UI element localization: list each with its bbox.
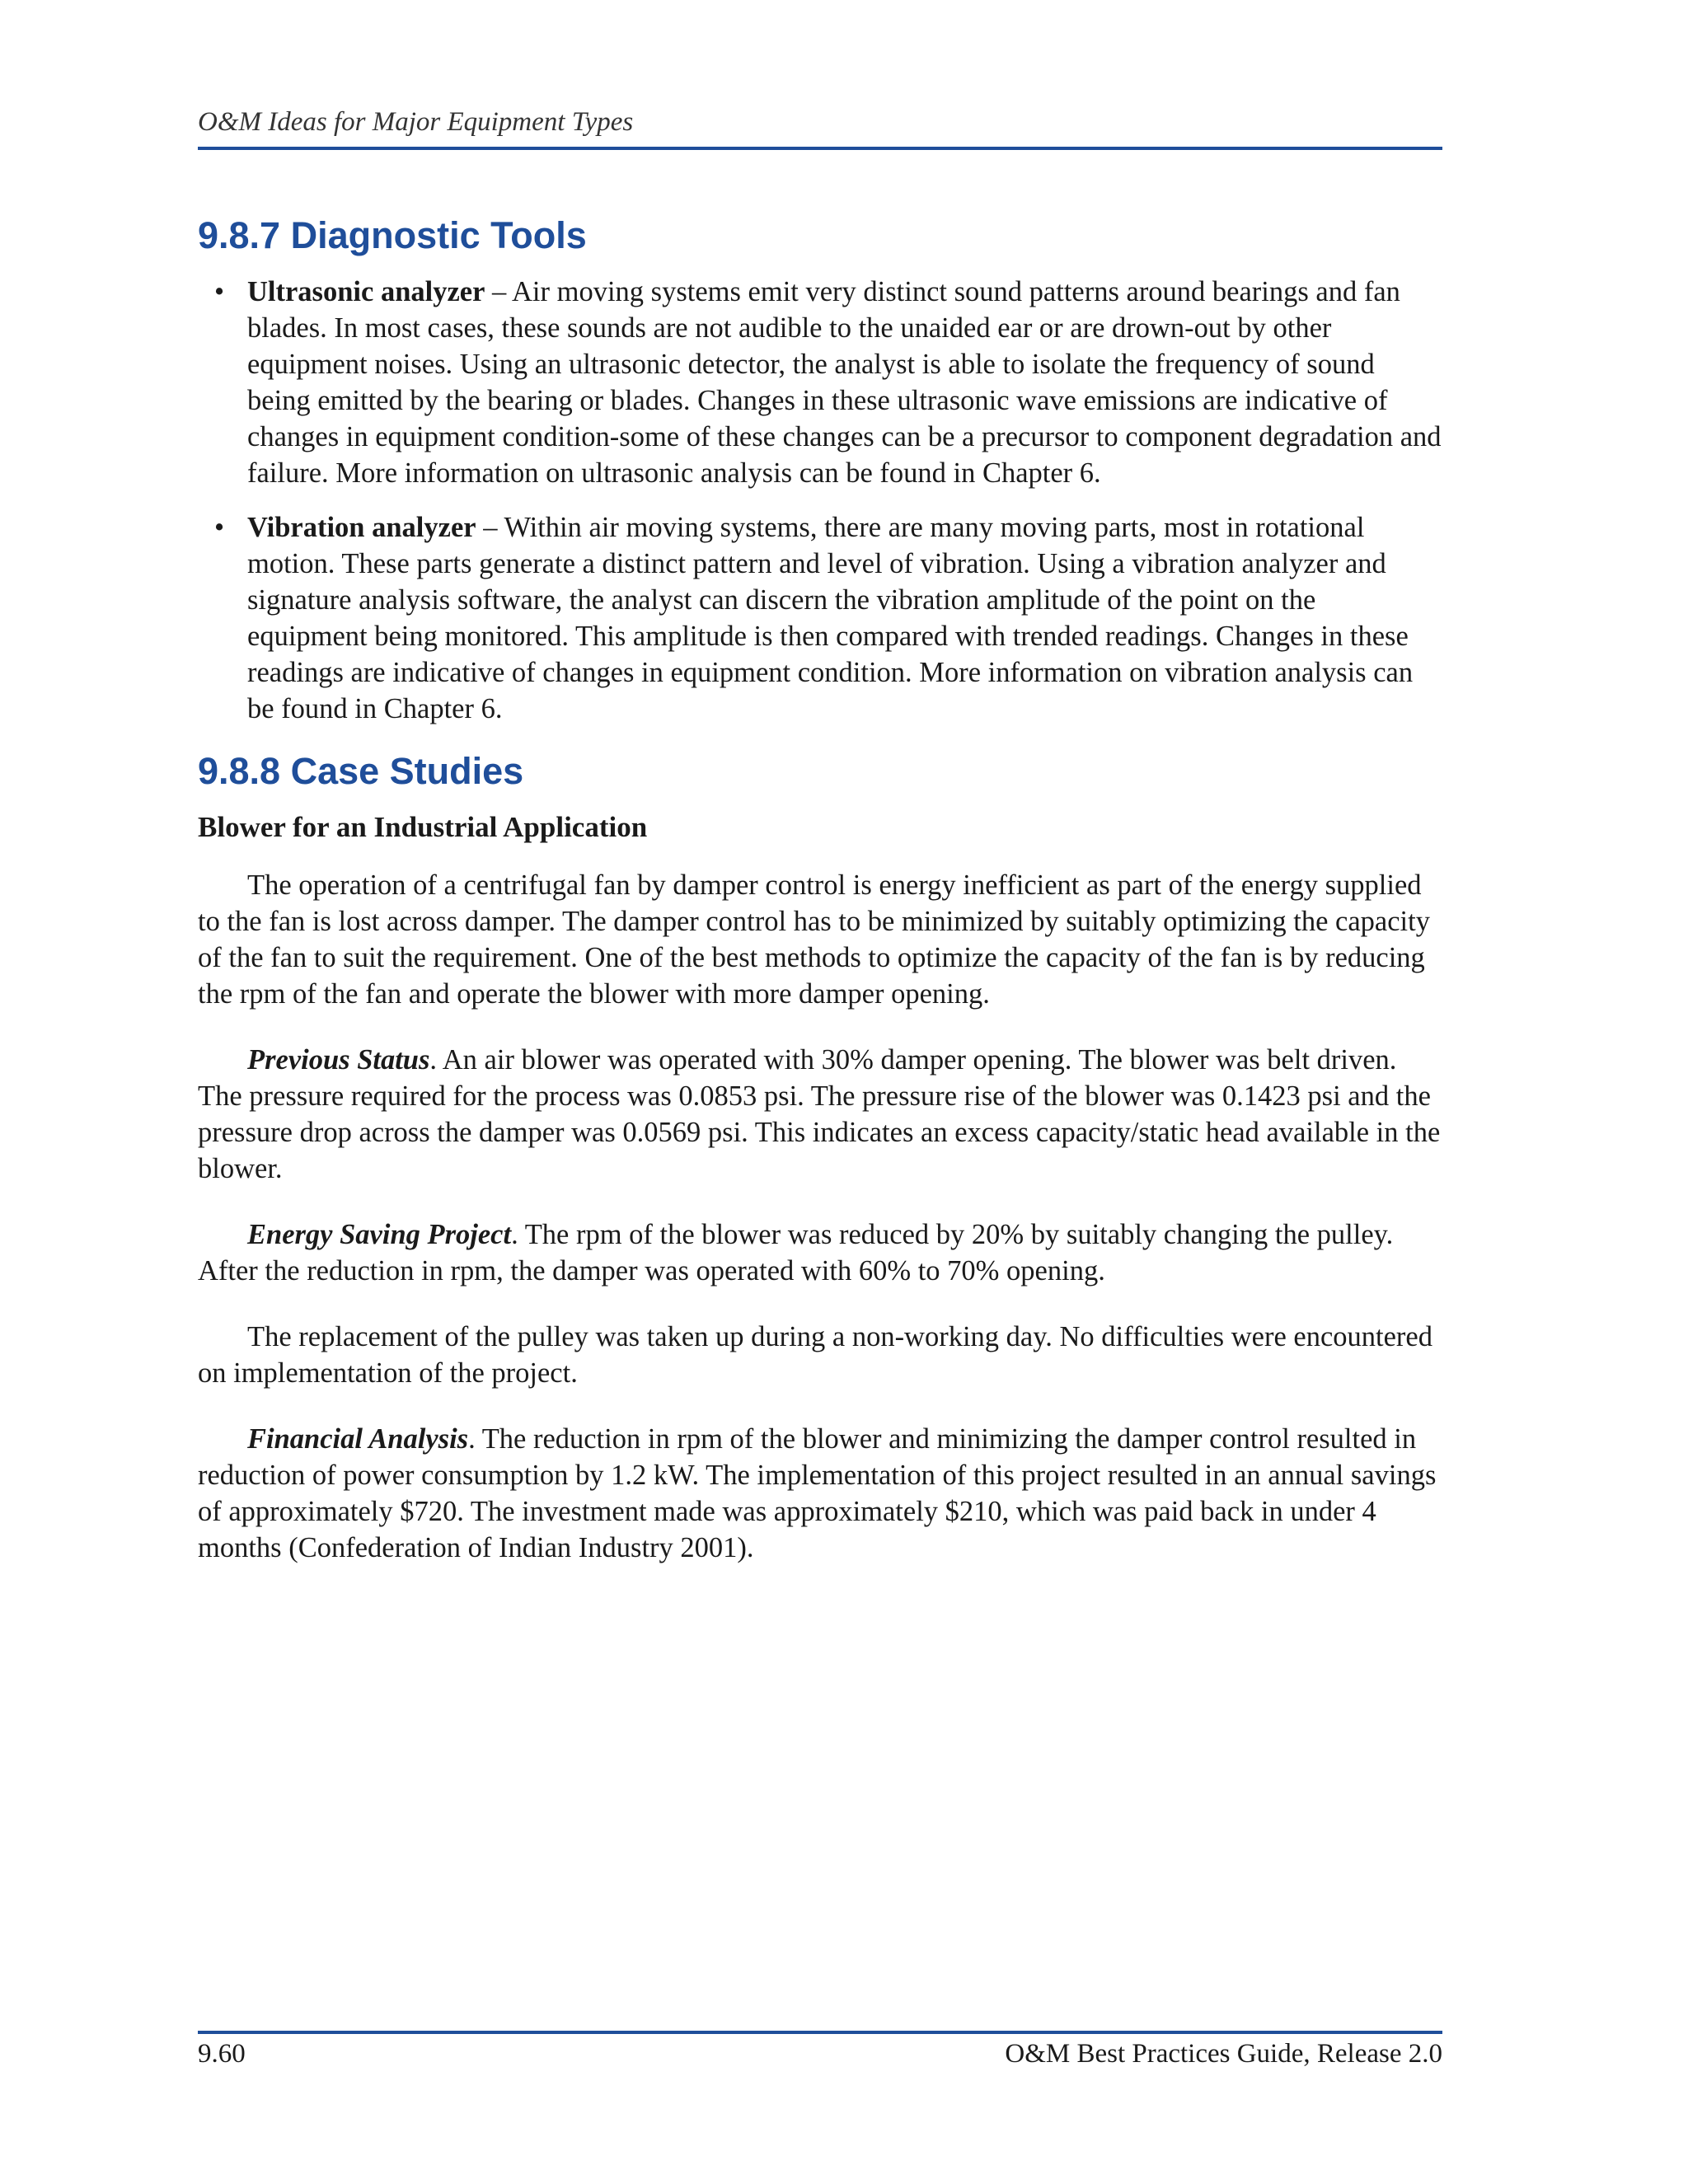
page [198, 0, 1442, 2184]
header-rule [198, 147, 1442, 150]
energy-saving-paragraph [198, 1216, 1442, 1289]
financial-analysis-paragraph [198, 1421, 1442, 1566]
energy-saving-text: . The rpm of the blower was reduced by 20% by suitably changing the pulley. After the reduction in rpm, the damper was operated with 60% to 70% opening. [198, 1219, 1394, 1286]
bullet-icon: • [214, 512, 225, 543]
footer-rule [198, 2031, 1442, 2034]
section-title-case-studies: 9.8.8 Case Studies [198, 750, 524, 792]
previous-status-paragraph [198, 1042, 1442, 1187]
item-term: Ultrasonic analyzer [247, 276, 485, 307]
energy-saving-label: Energy Saving Project [247, 1219, 512, 1250]
previous-status-label: Previous Status [247, 1044, 430, 1076]
section-title-diagnostic-tools: 9.8.7 Diagnostic Tools [198, 214, 587, 256]
content [198, 213, 1442, 1596]
list-item [198, 274, 1442, 491]
item-text: – Air moving systems emit very distinct sound patterns around bearings and fan blades. In most cases, these sounds are not audible to the unaided ear or are drown-out by other equipment noises. Using an ultrasonic detector, the analyst is able to isolate the frequency of sound being emitted by the bearing or blades. Changes in these ultrasonic wave emissions are indicative of changes in equipment condition-some of these changes can be a precursor to component degradation and failure. More information on ultrasonic analysis can be found in Chapter 6. [247, 276, 1442, 489]
financial-analysis-label: Financial Analysis [247, 1423, 469, 1455]
replacement-paragraph: The replacement of the pulley was taken up during a non-working day. No difficulties were encountered on implementation of the project. [198, 1321, 1432, 1389]
diagnostic-tools-list [198, 274, 1442, 727]
list-item [198, 509, 1442, 727]
intro-paragraph: The operation of a centrifugal fan by damper control is energy inefficient as part of the energy supplied to the fan is lost across damper. The damper control has to be minimized by suitably optimizing the capacity of the fan to suit the requirement. One of the best methods to optimize the capacity of the fan is by reducing the rpm of the fan and operate the blower with more damper opening. [198, 869, 1430, 1010]
guide-title: O&M Best Practices Guide, Release 2.0 [1005, 2039, 1442, 2069]
page-number: 9.60 [198, 2039, 246, 2069]
item-text: – Within air moving systems, there are many moving parts, most in rotational motion. These parts generate a distinct pattern and level of vibration. Using a vibration analyzer and signature analysis software, the analyst can discern the vibration amplitude of the point on the equipment being monitored. This amplitude is then compared with trended readings. Changes in these readings are indicative of changes in equipment condition. More information on vibration analysis can be found in Chapter 6. [247, 512, 1414, 724]
item-term: Vibration analyzer [247, 512, 476, 543]
previous-status-text: . An air blower was operated with 30% damper opening. The blower was belt driven. The pressure required for the process was 0.0853 psi. The pressure rise of the blower was 0.1423 psi and the pressure drop across the damper was 0.0569 psi. This indicates an excess capacity/static head available in the blower. [198, 1044, 1441, 1184]
case-study-subtitle: Blower for an Industrial Application [198, 811, 648, 843]
bullet-icon: • [214, 276, 225, 307]
running-header: O&M Ideas for Major Equipment Types [198, 107, 634, 137]
financial-analysis-text: . The reduction in rpm of the blower and minimizing the damper control resulted in reduction of power consumption by 1.2 kW. The implementation of this project resulted in an annual savings of approximately $720. The investment made was approximately $210, which was paid back in under 4 months (Confederation of Indian Industry 2001). [198, 1423, 1437, 1563]
